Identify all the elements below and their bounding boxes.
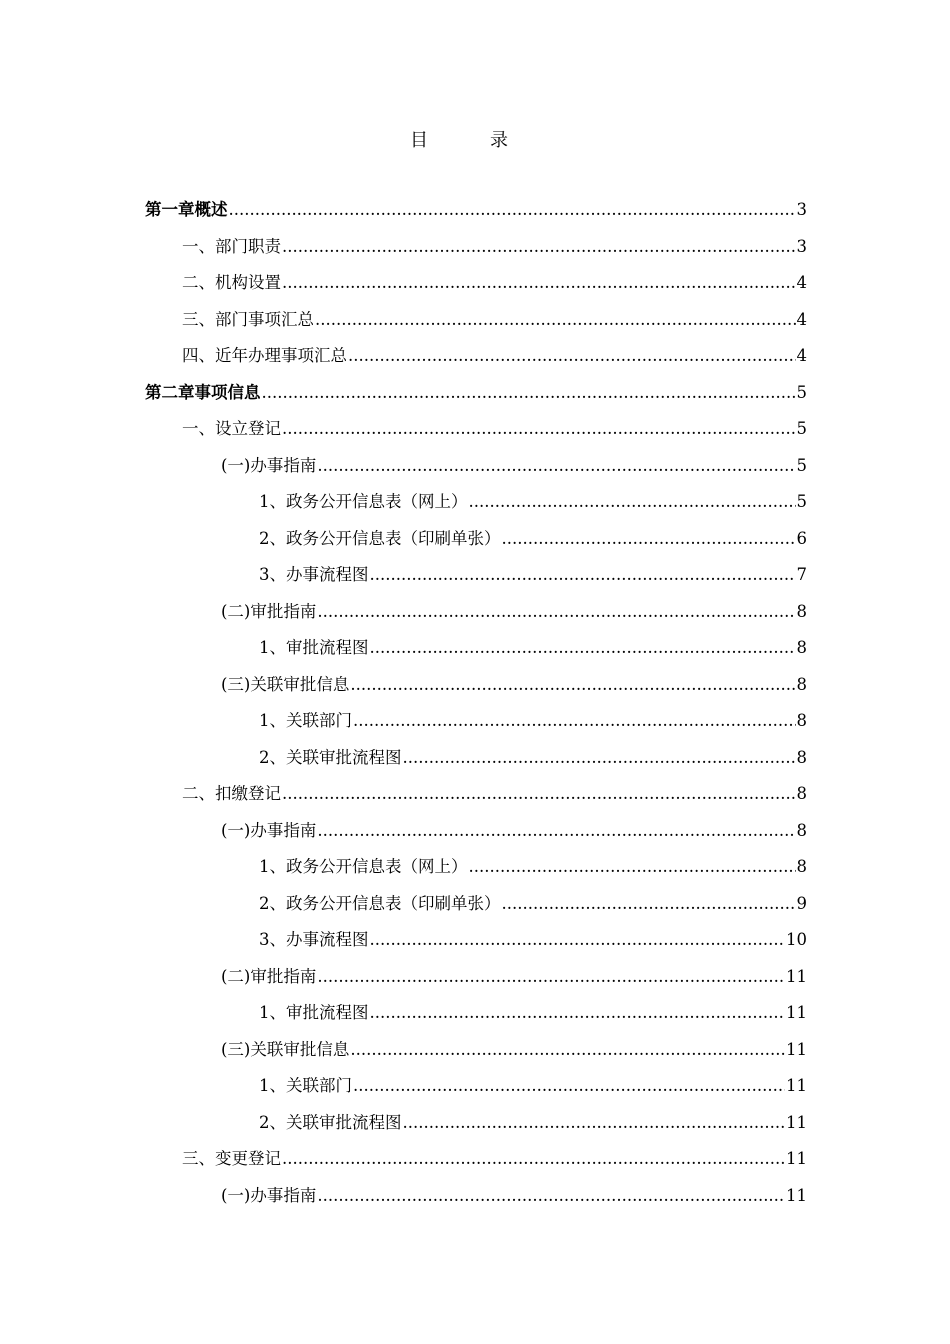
toc-entry-number: 三、 <box>182 1149 215 1168</box>
toc-entry-label: 政务公开信息表（印刷单张） <box>286 893 501 913</box>
toc-entry-number: 1、 <box>259 711 286 730</box>
toc-entry-page-number: 3 <box>796 200 807 219</box>
toc-entry-page-number: 8 <box>796 857 807 876</box>
toc-title-right: 录 <box>490 130 508 151</box>
toc-entry-page-number: 3 <box>796 236 807 256</box>
toc-entry-label: 近年办理事项汇总 <box>215 346 347 365</box>
toc-entry[interactable] <box>145 630 807 667</box>
table-of-contents <box>145 192 807 1214</box>
toc-entry-label: 关联审批信息 <box>250 674 350 694</box>
toc-entry-page-number: 11 <box>786 1112 807 1132</box>
toc-dot-leader <box>229 192 796 229</box>
toc-entry-label: 事项信息 <box>194 382 261 402</box>
toc-entry[interactable] <box>145 1032 807 1069</box>
toc-entry-number: 1、 <box>259 638 286 657</box>
toc-entry-number: 四、 <box>182 346 215 365</box>
toc-entry[interactable] <box>145 740 807 777</box>
toc-dot-leader <box>370 995 786 1032</box>
toc-dot-leader <box>317 1178 785 1215</box>
toc-dot-leader <box>353 703 796 740</box>
toc-entry-label: 部门事项汇总 <box>215 309 314 329</box>
toc-entry[interactable] <box>145 849 807 886</box>
toc-entry-number: 第二章 <box>145 382 195 402</box>
toc-entry-number: 一、 <box>182 236 215 256</box>
toc-entry-label: 关联审批流程图 <box>286 747 402 767</box>
toc-entry[interactable] <box>145 375 807 412</box>
toc-entry-page-number: 8 <box>796 747 807 767</box>
toc-entry-number: 2、 <box>259 528 286 548</box>
toc-entry[interactable] <box>145 813 807 850</box>
toc-entry-page-number: 5 <box>796 382 807 402</box>
toc-entry-number: (一) <box>221 820 251 840</box>
toc-entry-number: 3、 <box>259 930 286 949</box>
toc-entry-page-number: 11 <box>786 1185 807 1205</box>
toc-entry-page-number: 8 <box>796 674 807 694</box>
toc-entry-label: 关联部门 <box>286 711 352 730</box>
toc-entry-page-number: 4 <box>796 273 807 292</box>
toc-entry-label: 设立登记 <box>215 419 281 438</box>
toc-entry[interactable] <box>145 703 807 740</box>
toc-entry[interactable] <box>145 302 807 339</box>
toc-entry-label: 变更登记 <box>215 1149 281 1168</box>
toc-dot-leader <box>403 1105 786 1142</box>
toc-entry-label: 办事指南 <box>250 1185 317 1205</box>
toc-entry-label: 审批流程图 <box>286 638 369 657</box>
toc-entry[interactable] <box>145 594 807 631</box>
toc-entry-number: 1、 <box>259 1003 286 1022</box>
toc-dot-leader <box>370 630 796 667</box>
toc-entry[interactable] <box>145 411 807 448</box>
toc-entry[interactable] <box>145 776 807 813</box>
toc-entry-page-number: 8 <box>796 638 807 657</box>
toc-entry-label: 关联审批流程图 <box>286 1112 402 1132</box>
toc-entry[interactable] <box>145 521 807 558</box>
toc-entry-page-number: 5 <box>796 419 807 438</box>
toc-entry-number: (三) <box>221 1039 251 1059</box>
toc-entry[interactable] <box>145 338 807 375</box>
toc-entry-number: 2、 <box>259 893 286 913</box>
toc-entry-page-number: 4 <box>796 309 807 329</box>
toc-dot-leader <box>282 776 796 813</box>
toc-dot-leader <box>350 667 795 704</box>
toc-entry-page-number: 9 <box>796 893 807 913</box>
toc-entry-page-number: 11 <box>786 966 807 986</box>
toc-dot-leader <box>317 448 795 485</box>
toc-entry[interactable] <box>145 1105 807 1142</box>
toc-entry-number: 第一章 <box>145 200 195 219</box>
toc-entry-page-number: 10 <box>786 930 807 949</box>
toc-entry-page-number: 6 <box>796 528 807 548</box>
toc-dot-leader <box>282 265 796 302</box>
toc-entry-page-number: 5 <box>796 492 807 511</box>
toc-dot-leader <box>353 1068 785 1105</box>
toc-dot-leader <box>350 1032 785 1069</box>
toc-entry-number: 二、 <box>182 273 215 292</box>
toc-entry-page-number: 11 <box>786 1076 807 1095</box>
toc-entry-page-number: 4 <box>796 346 807 365</box>
toc-entry-label: 概述 <box>194 200 228 219</box>
toc-entry-label: 办事指南 <box>250 455 317 475</box>
toc-dot-leader <box>317 959 785 996</box>
toc-entry-number: 2、 <box>259 1112 286 1132</box>
toc-entry-number: (三) <box>221 674 251 694</box>
toc-entry-label: 政务公开信息表（网上） <box>286 492 468 511</box>
toc-entry-page-number: 8 <box>796 820 807 840</box>
toc-entry[interactable] <box>145 1178 807 1215</box>
toc-entry[interactable] <box>145 922 807 959</box>
toc-entry-label: 关联部门 <box>286 1076 352 1095</box>
toc-entry-number: (一) <box>221 1185 251 1205</box>
toc-entry-label: 审批指南 <box>250 966 317 986</box>
toc-dot-leader <box>317 594 795 631</box>
toc-entry-number: 三、 <box>182 309 215 329</box>
toc-entry[interactable] <box>145 557 807 594</box>
toc-entry-label: 关联审批信息 <box>250 1039 350 1059</box>
toc-entry[interactable] <box>145 265 807 302</box>
toc-dot-leader <box>370 557 796 594</box>
toc-entry-page-number: 7 <box>796 565 807 584</box>
toc-entry-label: 审批流程图 <box>286 1003 369 1022</box>
toc-entry-label: 审批指南 <box>250 601 317 621</box>
toc-dot-leader <box>348 338 796 375</box>
toc-dot-leader <box>403 740 796 777</box>
toc-entry-number: 3、 <box>259 565 286 584</box>
toc-dot-leader <box>502 521 796 558</box>
toc-entry-number: 一、 <box>182 419 215 438</box>
toc-entry[interactable] <box>145 192 807 229</box>
toc-entry-number: 2、 <box>259 747 286 767</box>
toc-entry-number: (二) <box>221 601 251 621</box>
toc-dot-leader <box>469 484 796 521</box>
toc-entry[interactable] <box>145 448 807 485</box>
toc-entry-label: 政务公开信息表（网上） <box>286 857 468 876</box>
toc-entry-page-number: 8 <box>796 784 807 803</box>
toc-dot-leader <box>469 849 796 886</box>
toc-entry-page-number: 11 <box>786 1003 807 1022</box>
toc-entry-number: 二、 <box>182 784 215 803</box>
toc-entry-page-number: 8 <box>796 601 807 621</box>
toc-title-left: 目 <box>410 130 428 151</box>
toc-entry[interactable] <box>145 229 807 266</box>
toc-entry[interactable] <box>145 484 807 521</box>
toc-dot-leader <box>282 411 796 448</box>
toc-dot-leader <box>370 922 786 959</box>
toc-entry[interactable] <box>145 995 807 1032</box>
toc-entry-label: 办事指南 <box>250 820 317 840</box>
toc-entry-page-number: 8 <box>796 711 807 730</box>
toc-dot-leader <box>502 886 796 923</box>
toc-entry-page-number: 11 <box>786 1149 807 1168</box>
toc-dot-leader <box>282 1141 785 1178</box>
toc-entry-label: 政务公开信息表（印刷单张） <box>286 528 501 548</box>
toc-entry-label: 办事流程图 <box>286 565 369 584</box>
toc-entry-number: (二) <box>221 966 251 986</box>
toc-entry-page-number: 11 <box>786 1039 807 1059</box>
toc-entry-label: 办事流程图 <box>286 930 369 949</box>
toc-dot-leader <box>317 813 795 850</box>
toc-dot-leader <box>315 302 796 339</box>
toc-entry-label: 机构设置 <box>215 273 281 292</box>
toc-entry-number: 1、 <box>259 1076 286 1095</box>
toc-dot-leader <box>262 375 796 412</box>
toc-entry[interactable] <box>145 886 807 923</box>
toc-entry[interactable] <box>145 667 807 704</box>
toc-title <box>0 126 918 152</box>
toc-entry-number: 1、 <box>259 857 286 876</box>
toc-entry[interactable] <box>145 1068 807 1105</box>
toc-entry-page-number: 5 <box>796 455 807 475</box>
toc-dot-leader <box>282 229 796 266</box>
toc-entry-number: 1、 <box>259 492 286 511</box>
toc-entry[interactable] <box>145 959 807 996</box>
toc-entry-label: 扣缴登记 <box>215 784 281 803</box>
toc-entry[interactable] <box>145 1141 807 1178</box>
toc-entry-label: 部门职责 <box>215 236 281 256</box>
toc-entry-number: (一) <box>221 455 251 475</box>
